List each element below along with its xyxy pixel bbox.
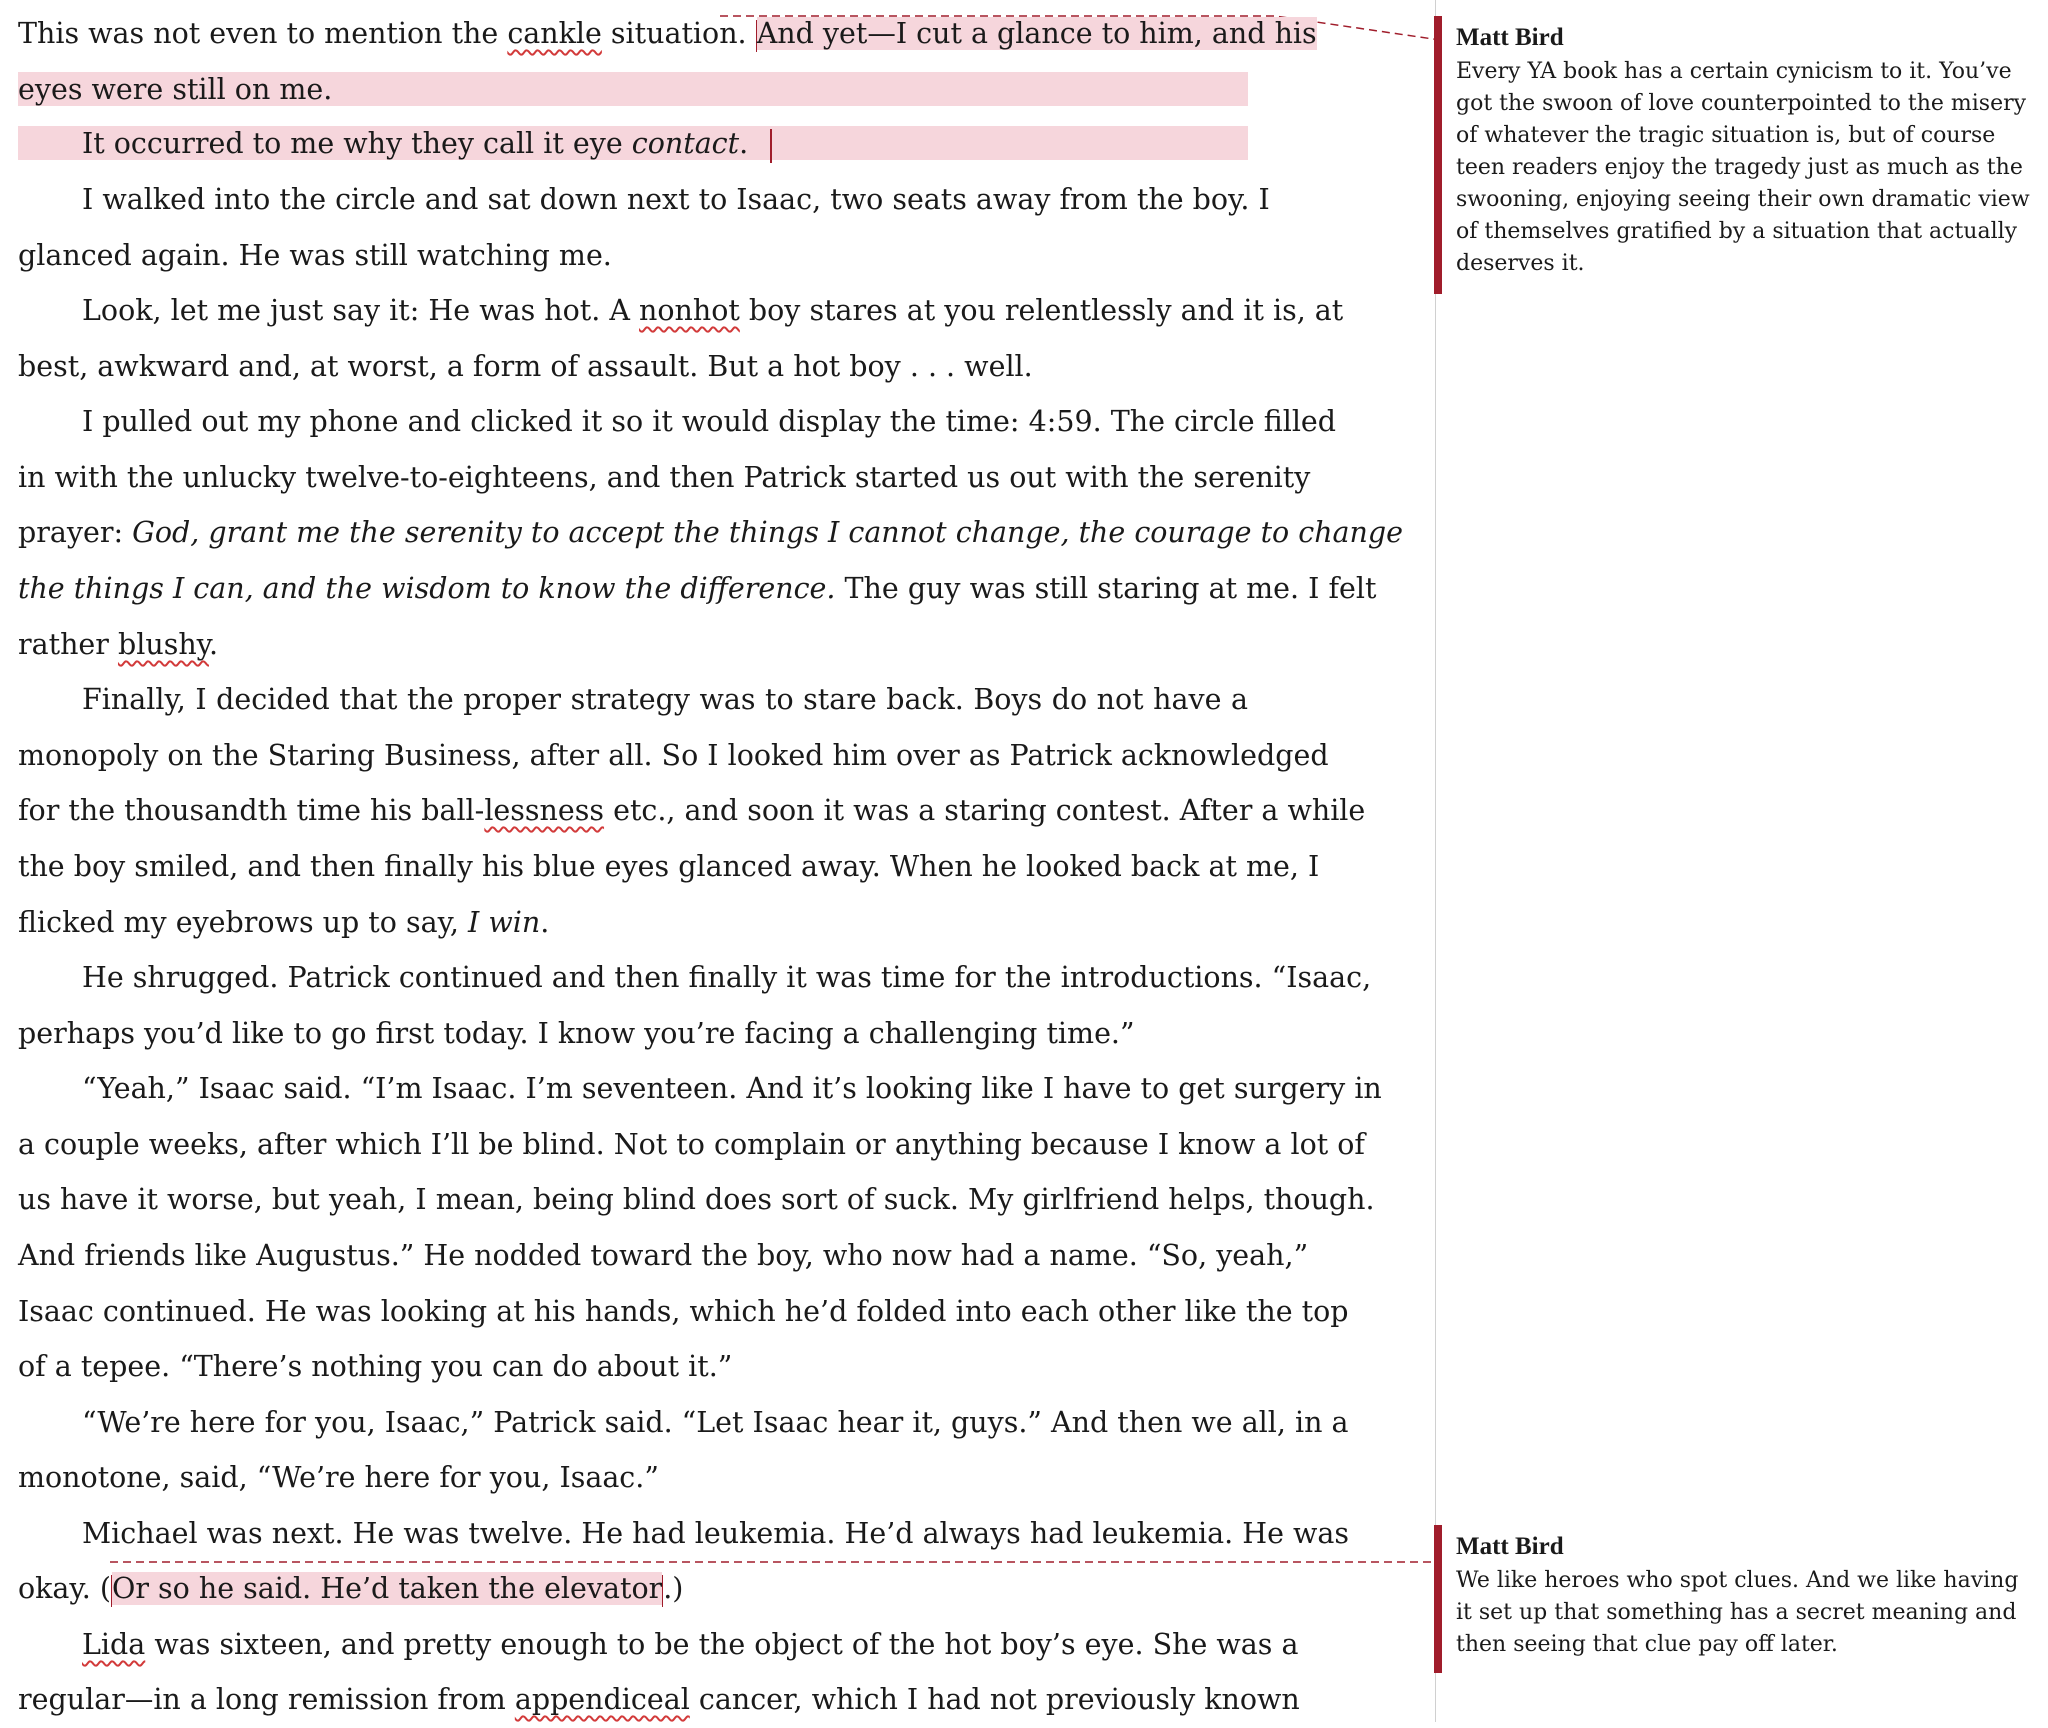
text-line: And friends like Augustus.” He nodded toward the boy, who now had a name. “So, yeah,” xyxy=(18,1239,1309,1272)
text-line: us have it worse, but yeah, I mean, being blind does sort of suck. My girlfriend helps, though. xyxy=(18,1183,1375,1216)
misspelled-word[interactable]: lessness xyxy=(484,794,605,827)
text-line: This was not even to mention the cankle situation. And yet—I cut a glance to him, and his xyxy=(18,17,1317,50)
text-line: prayer: God, grant me the serenity to accept the things I cannot change, the courage to change xyxy=(18,516,1404,549)
text-line: okay. (Or so he said. He’d taken the elevator.) xyxy=(18,1572,684,1605)
misspelled-word[interactable]: blushy xyxy=(117,628,209,661)
comment-balloon[interactable] xyxy=(1434,1525,2034,1673)
comment-anchor-end xyxy=(770,129,772,163)
text-line: eyes were still on me. xyxy=(18,73,333,106)
text-line: in with the unlucky twelve-to-eighteens, and then Patrick started us out with the serenity xyxy=(18,461,1311,494)
text-line: Look, let me just say it: He was hot. A nonhot boy stares at you relentlessly and it is, at xyxy=(82,294,1344,327)
misspelled-word[interactable]: Lida xyxy=(82,1628,146,1661)
text-line: flicked my eyebrows up to say, I win. xyxy=(18,906,550,939)
comment-bar xyxy=(1434,16,1442,294)
text-line: rather blushy. xyxy=(18,628,219,661)
text-line: monopoly on the Staring Business, after all. So I looked him over as Patrick acknowledged xyxy=(18,739,1329,772)
text-line: the boy smiled, and then finally his blue eyes glanced away. When he looked back at me, I xyxy=(18,850,1320,883)
text-line: Finally, I decided that the proper strategy was to stare back. Boys do not have a xyxy=(82,683,1248,716)
text-line: a couple weeks, after which I’ll be blind. Not to complain or anything because I know a lot of xyxy=(18,1128,1365,1161)
text-line: Isaac continued. He was looking at his hands, which he’d folded into each other like the top xyxy=(18,1295,1349,1328)
commented-text[interactable]: And yet—I cut a glance to him, and his xyxy=(756,17,1317,50)
text-line: the things I can, and the wisdom to know the difference. The guy was still staring at me. I felt xyxy=(18,572,1377,605)
text-line: “Yeah,” Isaac said. “I’m Isaac. I’m seventeen. And it’s looking like I have to get surgery in xyxy=(82,1072,1382,1105)
text-line: Michael was next. He was twelve. He had leukemia. He’d always had leukemia. He was xyxy=(82,1517,1350,1550)
text-line: I walked into the circle and sat down next to Isaac, two seats away from the boy. I xyxy=(82,183,1270,216)
text-line: He shrugged. Patrick continued and then finally it was time for the introductions. “Isaac, xyxy=(82,961,1372,994)
text-line: perhaps you’d like to go first today. I know you’re facing a challenging time.” xyxy=(18,1017,1135,1050)
comment-balloon[interactable] xyxy=(1434,16,2034,294)
text-line: best, awkward and, at worst, a form of assault. But a hot boy . . . well. xyxy=(18,350,1033,383)
text-line: Lida was sixteen, and pretty enough to be the object of the hot boy’s eye. She was a xyxy=(82,1628,1299,1661)
comment-author: Matt Bird xyxy=(1456,1533,1564,1560)
comment-text[interactable]: We like heroes who spot clues. And we like having it set up that something has a secret meaning and then seeing that clue pay off later. xyxy=(1456,1568,2019,1657)
misspelled-word[interactable]: nonhot xyxy=(639,294,740,327)
comment-author: Matt Bird xyxy=(1456,24,1564,51)
commented-text[interactable]: Or so he said. He’d taken the elevator xyxy=(111,1572,663,1605)
text-line: monotone, said, “We’re here for you, Isaac.” xyxy=(18,1461,659,1494)
comment-bar xyxy=(1434,1525,1442,1673)
text-line: regular—in a long remission from appendiceal cancer, which I had not previously known xyxy=(18,1683,1300,1716)
comment-text[interactable]: Every YA book has a certain cynicism to it. You’ve got the swoon of love counterpointed to the misery of whatever the tragic situation is, but of course teen readers enjoy the tragedy just as much as the swooning, enjoying seeing their own dramatic view of themselves gratified by a situation that actually deserves it. xyxy=(1456,59,2030,276)
text-line: I pulled out my phone and clicked it so it would display the time: 4:59. The circle filled xyxy=(82,405,1337,438)
text-line: of a tepee. “There’s nothing you can do about it.” xyxy=(18,1350,733,1383)
text-line: glanced again. He was still watching me. xyxy=(18,239,612,272)
text-line: “We’re here for you, Isaac,” Patrick said. “Let Isaac hear it, guys.” And then we all, in a xyxy=(82,1406,1349,1439)
misspelled-word[interactable]: cankle xyxy=(507,17,602,50)
misspelled-word[interactable]: appendiceal xyxy=(514,1683,690,1716)
text-line: for the thousandth time his ball-lessness etc., and soon it was a staring contest. After a while xyxy=(18,794,1366,827)
text-line: It occurred to me why they call it eye contact. xyxy=(18,116,1248,172)
